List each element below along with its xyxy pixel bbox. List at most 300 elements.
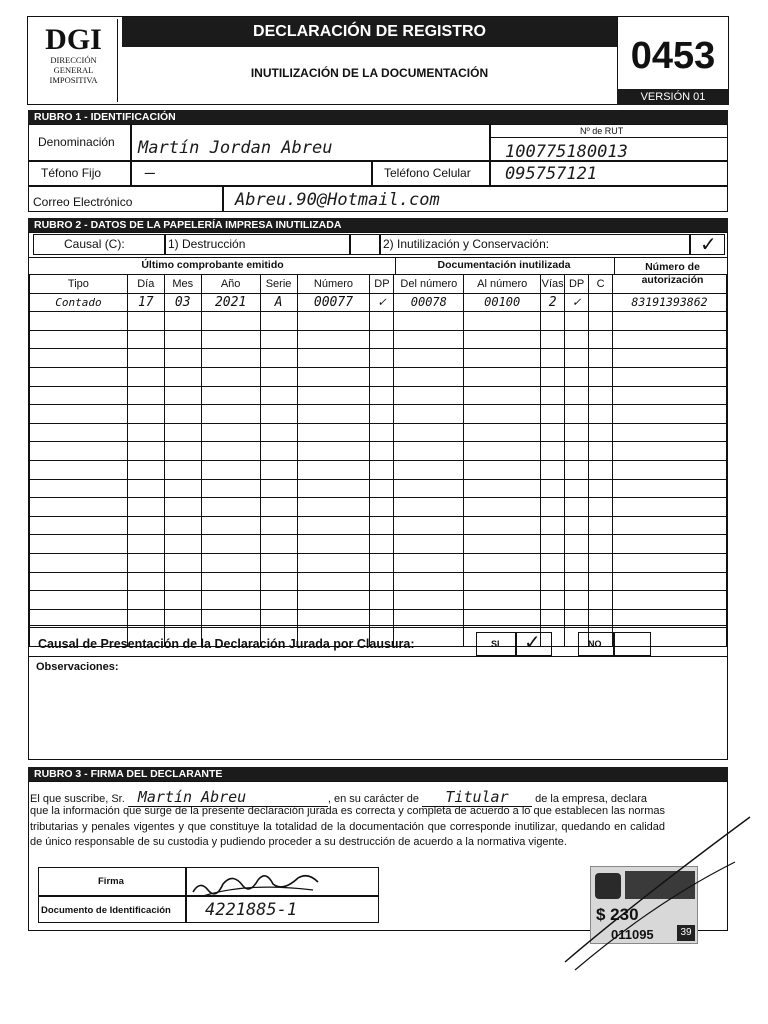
autorizacion-header: Número de autorización — [641, 261, 704, 286]
table-cell[interactable] — [164, 572, 201, 591]
stamp-badge: 39 — [677, 925, 695, 941]
table-cell[interactable] — [613, 609, 727, 628]
table-cell[interactable] — [589, 535, 613, 554]
table-cell[interactable] — [30, 479, 128, 498]
table-cell[interactable] — [589, 386, 613, 405]
table-cell[interactable] — [260, 367, 297, 386]
table-cell[interactable] — [565, 423, 589, 442]
table-cell[interactable] — [127, 312, 164, 331]
table-cell[interactable] — [201, 405, 260, 424]
table-cell[interactable] — [613, 330, 727, 349]
table-cell[interactable] — [613, 498, 727, 517]
col-vias: Vías — [541, 275, 565, 294]
table-cell[interactable] — [394, 516, 464, 535]
table-cell[interactable] — [201, 367, 260, 386]
col-tipo: Tipo — [30, 275, 128, 294]
table-cell[interactable] — [260, 312, 297, 331]
row1-numero[interactable]: 00077 — [297, 293, 370, 312]
papeleria-table — [29, 274, 727, 647]
table-cell[interactable] — [297, 330, 370, 349]
table-cell[interactable] — [297, 460, 370, 479]
table-cell[interactable] — [541, 349, 565, 368]
telefono-celular-value[interactable]: 095757121 — [505, 164, 598, 184]
table-row — [30, 572, 727, 591]
table-cell[interactable] — [260, 535, 297, 554]
table-cell[interactable] — [260, 386, 297, 405]
documentacion-inutilizada-header: Documentación inutilizada — [437, 259, 571, 271]
table-cell[interactable] — [297, 367, 370, 386]
table-cell[interactable] — [394, 609, 464, 628]
table-cell[interactable] — [297, 405, 370, 424]
table-cell[interactable] — [370, 535, 394, 554]
table-cell[interactable] — [613, 386, 727, 405]
table-cell[interactable] — [297, 609, 370, 628]
table-cell[interactable] — [613, 442, 727, 461]
table-cell[interactable] — [394, 498, 464, 517]
table-cell[interactable] — [127, 553, 164, 572]
table-cell[interactable] — [464, 460, 541, 479]
table-cell[interactable] — [30, 386, 128, 405]
table-cell[interactable] — [565, 535, 589, 554]
table-cell[interactable] — [164, 312, 201, 331]
table-cell[interactable] — [30, 330, 128, 349]
table-cell[interactable] — [370, 367, 394, 386]
table-cell[interactable] — [201, 386, 260, 405]
table-cell[interactable] — [464, 553, 541, 572]
col-autorizacion-blank — [613, 275, 727, 294]
destruccion-label: 1) Destrucción — [168, 237, 246, 251]
table-cell[interactable] — [565, 591, 589, 610]
table-cell[interactable] — [370, 572, 394, 591]
table-cell[interactable] — [30, 535, 128, 554]
form-number: 0453 — [630, 35, 716, 77]
table-cell[interactable] — [464, 516, 541, 535]
table-cell[interactable] — [30, 572, 128, 591]
row1-mes[interactable]: 03 — [164, 293, 201, 312]
table-cell[interactable] — [565, 516, 589, 535]
table-cell[interactable] — [565, 386, 589, 405]
row1-serie[interactable]: A — [260, 293, 297, 312]
table-cell[interactable] — [541, 609, 565, 628]
table-cell[interactable] — [464, 572, 541, 591]
table-cell[interactable] — [260, 330, 297, 349]
table-cell[interactable] — [613, 535, 727, 554]
table-cell[interactable] — [370, 553, 394, 572]
table-cell[interactable] — [164, 498, 201, 517]
table-cell[interactable] — [201, 330, 260, 349]
table-cell[interactable] — [127, 591, 164, 610]
table-cell[interactable] — [201, 572, 260, 591]
col-ano: Año — [201, 275, 260, 294]
table-cell[interactable] — [613, 405, 727, 424]
destruccion-checkbox[interactable] — [350, 234, 380, 255]
table-cell[interactable] — [201, 516, 260, 535]
table-cell[interactable] — [464, 349, 541, 368]
table-row — [30, 330, 727, 349]
table-cell[interactable] — [370, 423, 394, 442]
table-cell[interactable] — [464, 591, 541, 610]
table-cell[interactable] — [565, 609, 589, 628]
table-cell[interactable] — [464, 367, 541, 386]
table-cell[interactable] — [565, 330, 589, 349]
table-cell[interactable] — [394, 423, 464, 442]
suscribe-text-3: de la empresa, declara — [535, 793, 647, 805]
table-row — [30, 535, 727, 554]
table-cell[interactable] — [127, 442, 164, 461]
table-cell[interactable] — [164, 405, 201, 424]
rubro2-title: RUBRO 2 - DATOS DE LA PAPELERÍA IMPRESA INUTILIZADA — [28, 218, 728, 232]
row1-dia[interactable]: 17 — [127, 293, 164, 312]
table-cell[interactable] — [30, 442, 128, 461]
table-cell[interactable] — [589, 609, 613, 628]
table-cell[interactable] — [30, 609, 128, 628]
table-cell[interactable] — [541, 516, 565, 535]
table-cell[interactable] — [127, 405, 164, 424]
row1-dp-2[interactable]: ✓ — [565, 293, 589, 312]
rut-value[interactable]: 100775180013 — [505, 142, 628, 162]
table-cell[interactable] — [613, 572, 727, 591]
table-cell[interactable] — [394, 312, 464, 331]
table-cell[interactable] — [589, 498, 613, 517]
documento-value[interactable]: 4221885-1 — [205, 900, 298, 920]
table-cell[interactable] — [201, 591, 260, 610]
table-cell[interactable] — [541, 405, 565, 424]
table-cell[interactable] — [260, 498, 297, 517]
table-cell[interactable] — [464, 479, 541, 498]
table-cell[interactable] — [464, 498, 541, 517]
table-cell[interactable] — [260, 591, 297, 610]
table-cell[interactable] — [613, 423, 727, 442]
table-cell[interactable] — [30, 591, 128, 610]
table-cell[interactable] — [260, 349, 297, 368]
table-cell[interactable] — [613, 516, 727, 535]
row1-del-numero[interactable]: 00078 — [394, 293, 464, 312]
form-subtitle: INUTILIZACIÓN DE LA DOCUMENTACIÓN — [250, 66, 489, 80]
table-cell[interactable] — [127, 423, 164, 442]
table-cell[interactable] — [613, 591, 727, 610]
table-cell[interactable] — [565, 312, 589, 331]
table-cell[interactable] — [127, 386, 164, 405]
table-cell[interactable] — [260, 516, 297, 535]
suscribe-name[interactable]: Martín Abreu — [128, 788, 328, 807]
table-cell[interactable] — [613, 479, 727, 498]
table-cell[interactable] — [394, 386, 464, 405]
table-cell[interactable] — [260, 553, 297, 572]
row1-ano[interactable]: 2021 — [201, 293, 260, 312]
rut-label: Nº de RUT — [580, 126, 624, 136]
table-cell[interactable] — [541, 479, 565, 498]
table-cell[interactable] — [541, 460, 565, 479]
table-cell[interactable] — [260, 405, 297, 424]
si-check-mark: ✓ — [524, 630, 541, 654]
row1-c[interactable] — [589, 293, 613, 312]
table-cell[interactable] — [164, 553, 201, 572]
table-cell[interactable] — [201, 498, 260, 517]
table-row — [30, 423, 727, 442]
table-cell[interactable] — [164, 423, 201, 442]
table-cell[interactable] — [127, 367, 164, 386]
row1-vias[interactable]: 2 — [541, 293, 565, 312]
table-cell[interactable] — [541, 386, 565, 405]
table-cell[interactable] — [297, 516, 370, 535]
table-cell[interactable] — [589, 460, 613, 479]
table-cell[interactable] — [613, 367, 727, 386]
table-cell[interactable] — [589, 367, 613, 386]
denominacion-label: Denominación — [38, 135, 115, 149]
table-cell[interactable] — [201, 442, 260, 461]
table-cell[interactable] — [613, 460, 727, 479]
table-row — [30, 367, 727, 386]
si-label: SI — [491, 639, 500, 649]
table-cell[interactable] — [370, 312, 394, 331]
table-cell[interactable] — [565, 367, 589, 386]
table-cell[interactable] — [201, 535, 260, 554]
table-cell[interactable] — [201, 553, 260, 572]
col-dp: DP — [370, 275, 394, 294]
table-cell[interactable] — [201, 349, 260, 368]
table-cell[interactable] — [394, 349, 464, 368]
table-cell[interactable] — [164, 442, 201, 461]
table-cell[interactable] — [127, 330, 164, 349]
table-cell[interactable] — [464, 386, 541, 405]
table-cell[interactable] — [127, 609, 164, 628]
table-cell[interactable] — [164, 535, 201, 554]
no-checkbox[interactable] — [614, 632, 651, 656]
ultimo-comprobante-header: Último comprobante emitido — [141, 259, 284, 271]
table-cell[interactable] — [565, 349, 589, 368]
table-cell[interactable] — [30, 516, 128, 535]
table-cell[interactable] — [565, 479, 589, 498]
dgi-logo-sub-1: DIRECCIÓN — [50, 55, 97, 65]
table-cell[interactable] — [164, 591, 201, 610]
table-cell[interactable] — [613, 553, 727, 572]
table-cell[interactable] — [127, 516, 164, 535]
table-cell[interactable] — [127, 498, 164, 517]
table-cell[interactable] — [394, 367, 464, 386]
table-row — [30, 460, 727, 479]
inutilizacion-label: 2) Inutilización y Conservación: — [383, 237, 550, 251]
table-cell[interactable] — [164, 516, 201, 535]
table-cell[interactable] — [541, 572, 565, 591]
inutilizacion-check-mark: ✓ — [700, 232, 717, 256]
row1-al-numero[interactable]: 00100 — [464, 293, 541, 312]
table-cell[interactable] — [127, 535, 164, 554]
table-row — [30, 405, 727, 424]
causal-presentacion-label: Causal de Presentación de la Declaración Jurada por Clausura: — [38, 637, 415, 651]
correo-value[interactable]: Abreu.90@Hotmail.com — [235, 190, 440, 210]
table-cell[interactable] — [589, 553, 613, 572]
table-row — [30, 591, 727, 610]
table-cell[interactable] — [370, 442, 394, 461]
table-cell[interactable] — [201, 423, 260, 442]
declaracion-paragraph: que la información que surge de la presente declaración jurada es correcta y completa de acuerdo a lo que establecen las normas tributarias y penales vigentes y que constituye la totalidad de la documentación que corresponde inutilizar, quedando en calidad de único responsable de su custodia y pudiendo proceder a su destrucción de acuerdo a la normativa vigente. — [30, 805, 665, 848]
form-title: DECLARACIÓN DE REGISTRO — [122, 17, 617, 47]
table-cell[interactable] — [370, 609, 394, 628]
stamp-cancel-lines — [555, 812, 755, 972]
table-cell[interactable] — [541, 498, 565, 517]
table-cell[interactable] — [127, 572, 164, 591]
table-cell[interactable] — [297, 423, 370, 442]
table-cell[interactable] — [260, 423, 297, 442]
table-row — [30, 312, 727, 331]
table-row — [30, 293, 727, 312]
table-cell[interactable] — [394, 405, 464, 424]
table-cell[interactable] — [260, 442, 297, 461]
table-cell[interactable] — [394, 553, 464, 572]
table-cell[interactable] — [464, 423, 541, 442]
table-cell[interactable] — [613, 349, 727, 368]
table-cell[interactable] — [260, 460, 297, 479]
table-cell[interactable] — [297, 349, 370, 368]
table-cell[interactable] — [589, 349, 613, 368]
table-cell[interactable] — [589, 516, 613, 535]
table-row — [30, 553, 727, 572]
table-cell[interactable] — [589, 572, 613, 591]
table-cell[interactable] — [164, 609, 201, 628]
observaciones-box[interactable] — [28, 657, 728, 760]
table-cell[interactable] — [394, 460, 464, 479]
table-cell[interactable] — [464, 330, 541, 349]
denominacion-value[interactable]: Martín Jordan Abreu — [138, 138, 333, 158]
rubro3-title: RUBRO 3 - FIRMA DEL DECLARANTE — [28, 767, 728, 781]
table-cell[interactable] — [201, 312, 260, 331]
table-cell[interactable] — [30, 553, 128, 572]
table-cell[interactable] — [297, 386, 370, 405]
table-cell[interactable] — [589, 423, 613, 442]
table-cell[interactable] — [370, 386, 394, 405]
table-cell[interactable] — [565, 553, 589, 572]
table-cell[interactable] — [394, 330, 464, 349]
table-cell[interactable] — [589, 479, 613, 498]
stamp-serial: 011095 — [611, 927, 654, 942]
table-cell[interactable] — [370, 498, 394, 517]
table-cell[interactable] — [260, 479, 297, 498]
table-row — [30, 386, 727, 405]
table-cell[interactable] — [394, 591, 464, 610]
table-cell[interactable] — [589, 405, 613, 424]
table-cell[interactable] — [370, 405, 394, 424]
table-cell[interactable] — [370, 479, 394, 498]
table-cell[interactable] — [464, 405, 541, 424]
table-cell[interactable] — [201, 609, 260, 628]
table-cell[interactable] — [394, 572, 464, 591]
table-cell[interactable] — [164, 349, 201, 368]
causal-label: Causal (C): — [64, 237, 125, 251]
correo-label: Correo Electrónico — [33, 195, 133, 209]
table-cell[interactable] — [164, 479, 201, 498]
table-cell[interactable] — [541, 423, 565, 442]
table-cell[interactable] — [370, 591, 394, 610]
table-cell[interactable] — [30, 312, 128, 331]
header-divider-right — [614, 258, 615, 274]
table-cell[interactable] — [565, 442, 589, 461]
telefono-fijo-label: Téfono Fijo — [41, 166, 102, 180]
table-cell[interactable] — [565, 460, 589, 479]
table-row — [30, 479, 727, 498]
table-cell[interactable] — [30, 349, 128, 368]
table-cell[interactable] — [565, 405, 589, 424]
table-cell[interactable] — [589, 312, 613, 331]
table-cell[interactable] — [565, 498, 589, 517]
col-dp-2: DP — [565, 275, 589, 294]
table-row — [30, 442, 727, 461]
table-cell[interactable] — [589, 442, 613, 461]
dgi-logo-sub-3: IMPOSITIVA — [49, 75, 98, 85]
row1-tipo[interactable]: Contado — [30, 293, 128, 312]
row1-autorizacion[interactable]: 83191393862 — [613, 293, 727, 312]
table-cell[interactable] — [394, 479, 464, 498]
table-cell[interactable] — [297, 498, 370, 517]
caracter-value[interactable]: Titular — [422, 788, 532, 807]
table-cell[interactable] — [464, 609, 541, 628]
table-cell[interactable] — [164, 386, 201, 405]
table-cell[interactable] — [260, 609, 297, 628]
table-cell[interactable] — [297, 591, 370, 610]
table-cell[interactable] — [297, 572, 370, 591]
table-cell[interactable] — [464, 442, 541, 461]
dgi-logo — [30, 19, 118, 102]
dgi-logo-text: DGI — [45, 23, 102, 56]
table-cell[interactable] — [464, 312, 541, 331]
table-cell[interactable] — [613, 312, 727, 331]
table-cell[interactable] — [164, 367, 201, 386]
table-cell[interactable] — [589, 330, 613, 349]
table-cell[interactable] — [30, 460, 128, 479]
table-cell[interactable] — [541, 442, 565, 461]
table-cell[interactable] — [30, 405, 128, 424]
table-cell[interactable] — [127, 349, 164, 368]
table-cell[interactable] — [201, 479, 260, 498]
table-cell[interactable] — [541, 591, 565, 610]
table-cell[interactable] — [260, 572, 297, 591]
telefono-fijo-value[interactable]: — — [145, 163, 156, 183]
table-cell[interactable] — [297, 442, 370, 461]
table-cell[interactable] — [127, 479, 164, 498]
table-cell[interactable] — [370, 349, 394, 368]
table-row — [30, 498, 727, 517]
table-cell[interactable] — [30, 423, 128, 442]
table-cell[interactable] — [541, 367, 565, 386]
table-cell[interactable] — [589, 591, 613, 610]
table-cell[interactable] — [297, 553, 370, 572]
table-cell[interactable] — [164, 330, 201, 349]
table-cell[interactable] — [297, 535, 370, 554]
table-cell[interactable] — [127, 460, 164, 479]
documento-label: Documento de Identificación — [41, 905, 171, 916]
table-cell[interactable] — [164, 460, 201, 479]
table-cell[interactable] — [30, 367, 128, 386]
table-cell[interactable] — [201, 460, 260, 479]
table-cell[interactable] — [297, 479, 370, 498]
row1-dp[interactable]: ✓ — [370, 293, 394, 312]
header-top-line — [29, 257, 727, 258]
table-cell[interactable] — [565, 572, 589, 591]
table-cell[interactable] — [370, 460, 394, 479]
table-cell[interactable] — [464, 535, 541, 554]
table-cell[interactable] — [541, 330, 565, 349]
table-cell[interactable] — [541, 535, 565, 554]
rut-line — [490, 137, 728, 138]
col-c: C — [589, 275, 613, 294]
table-cell[interactable] — [541, 312, 565, 331]
table-cell[interactable] — [297, 312, 370, 331]
table-cell[interactable] — [394, 535, 464, 554]
table-cell[interactable] — [394, 442, 464, 461]
table-cell[interactable] — [370, 330, 394, 349]
table-cell[interactable] — [30, 498, 128, 517]
table-cell[interactable] — [541, 553, 565, 572]
table-cell[interactable] — [370, 516, 394, 535]
